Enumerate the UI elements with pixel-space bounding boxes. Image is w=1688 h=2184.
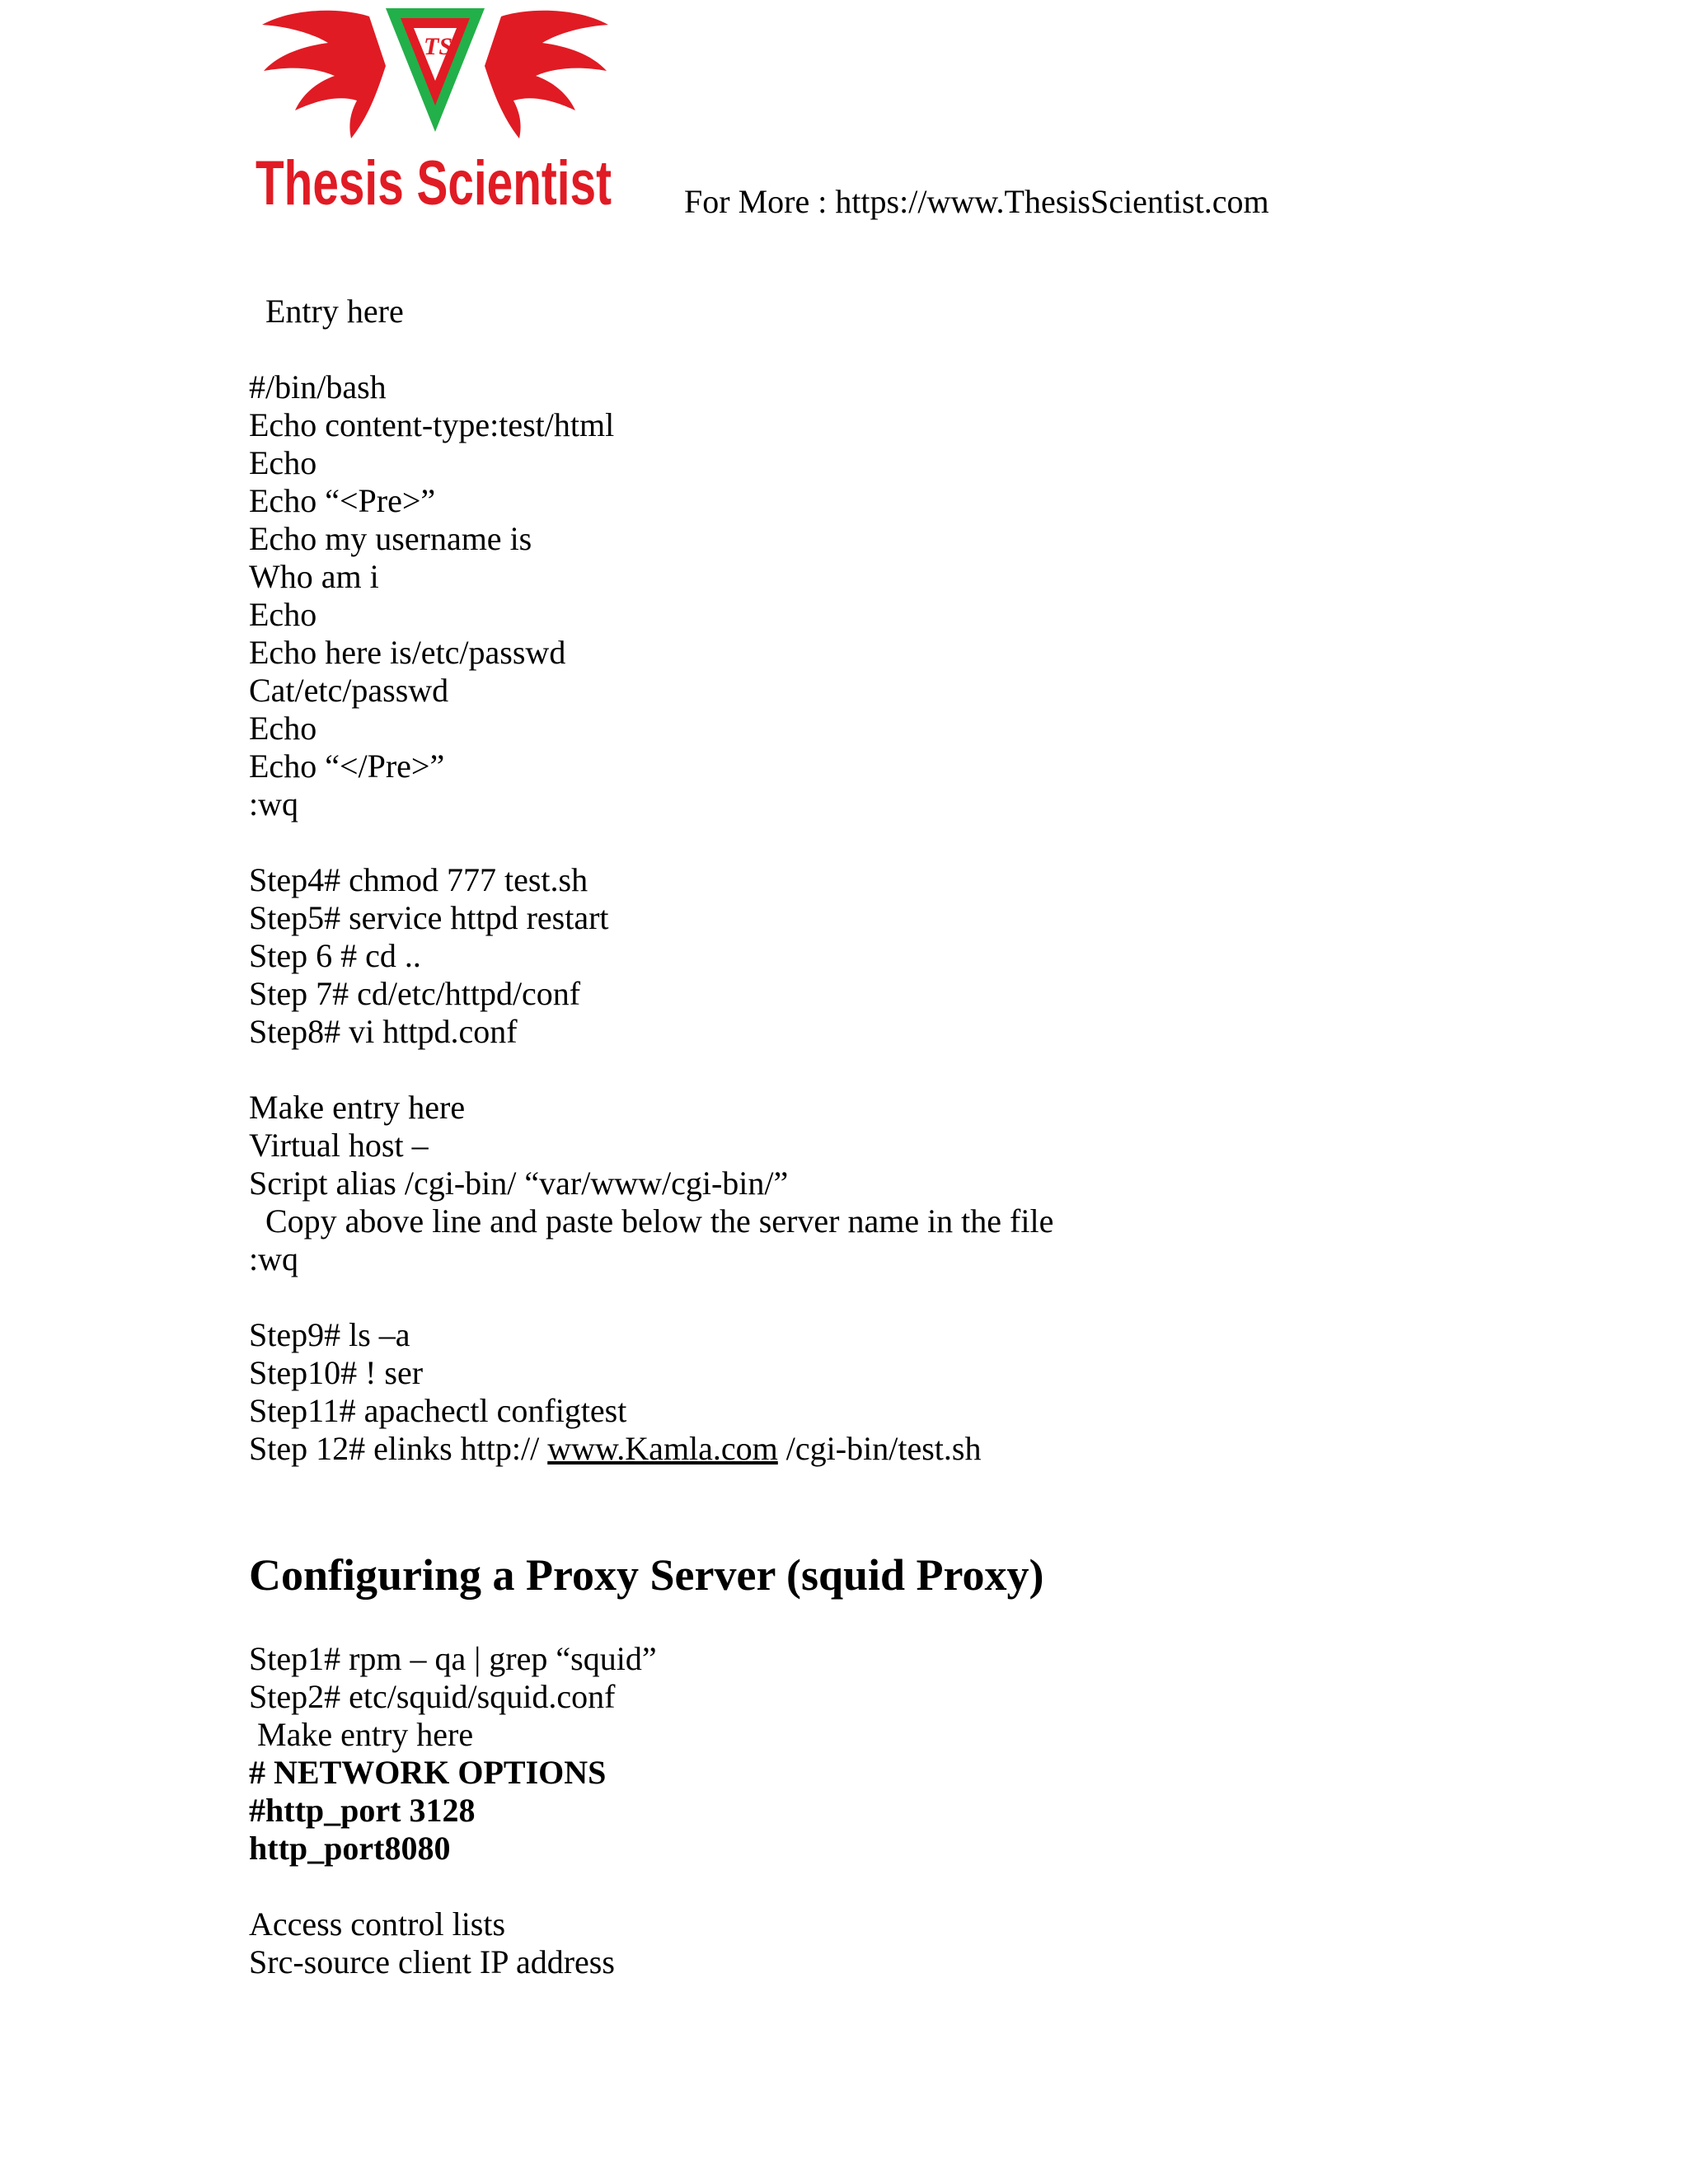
text-line: Step11# apachectl configtest <box>249 1392 627 1429</box>
text-line: Step5# service httpd restart <box>249 899 609 936</box>
text-line: Access control lists <box>249 1905 506 1943</box>
logo-monogram: TS <box>424 33 453 60</box>
text-line: Step8# vi httpd.conf <box>249 1013 518 1050</box>
bold-text-line: # NETWORK OPTIONS <box>249 1754 607 1791</box>
text-line: Step1# rpm – qa | grep “squid” <box>249 1640 657 1677</box>
text-line: :wq <box>249 1240 298 1277</box>
text-line: Step10# ! ser <box>249 1354 424 1391</box>
text-line: Echo <box>249 596 317 633</box>
bold-text-line: #http_port 3128 <box>249 1792 476 1829</box>
text-line: Echo <box>249 710 317 747</box>
text-line: Echo content-type:test/html <box>249 406 615 443</box>
thesis-scientist-logo[interactable] <box>246 0 625 223</box>
header-website-link[interactable]: For More : https://www.ThesisScientist.com <box>684 183 1269 220</box>
step12-line <box>249 1430 981 1468</box>
bold-text-line: http_port8080 <box>249 1830 451 1867</box>
text-line: Step 7# cd/etc/httpd/conf <box>249 975 581 1012</box>
text-line: Who am i <box>249 558 379 595</box>
text-line: Make entry here <box>249 1716 474 1753</box>
kamla-link[interactable]: www.Kamla.com <box>547 1430 778 1467</box>
step12-suffix: /cgi-bin/test.sh <box>777 1430 982 1467</box>
step12-prefix: Step 12# elinks http:// <box>249 1430 548 1467</box>
text-line: Entry here <box>257 293 404 330</box>
text-line: Echo my username is <box>249 520 532 557</box>
text-line: Cat/etc/passwd <box>249 672 449 709</box>
text-line: Echo here is/etc/passwd <box>249 634 566 671</box>
text-line: Echo “</Pre>” <box>249 748 445 785</box>
text-line: Copy above line and paste below the server name in the file <box>257 1202 1054 1240</box>
text-line: Step2# etc/squid/squid.conf <box>249 1678 616 1715</box>
text-line: Step 6 # cd .. <box>249 937 421 974</box>
text-line: :wq <box>249 785 298 823</box>
text-line: Script alias /cgi-bin/ “var/www/cgi-bin/” <box>249 1165 789 1202</box>
logo-text: Thesis Scientist <box>256 148 612 218</box>
text-line: Make entry here <box>249 1089 466 1126</box>
text-line: Echo <box>249 444 317 481</box>
text-line: Echo “<Pre>” <box>249 482 436 519</box>
logo-graphic <box>246 0 625 223</box>
text-line: Src-source client IP address <box>249 1943 615 1980</box>
text-line: Step4# chmod 777 test.sh <box>249 861 588 898</box>
text-line: #/bin/bash <box>249 368 387 405</box>
section-heading: Configuring a Proxy Server (squid Proxy) <box>249 1550 1044 1600</box>
text-line: Step9# ls –a <box>249 1316 410 1353</box>
text-line: Virtual host – <box>249 1127 429 1164</box>
